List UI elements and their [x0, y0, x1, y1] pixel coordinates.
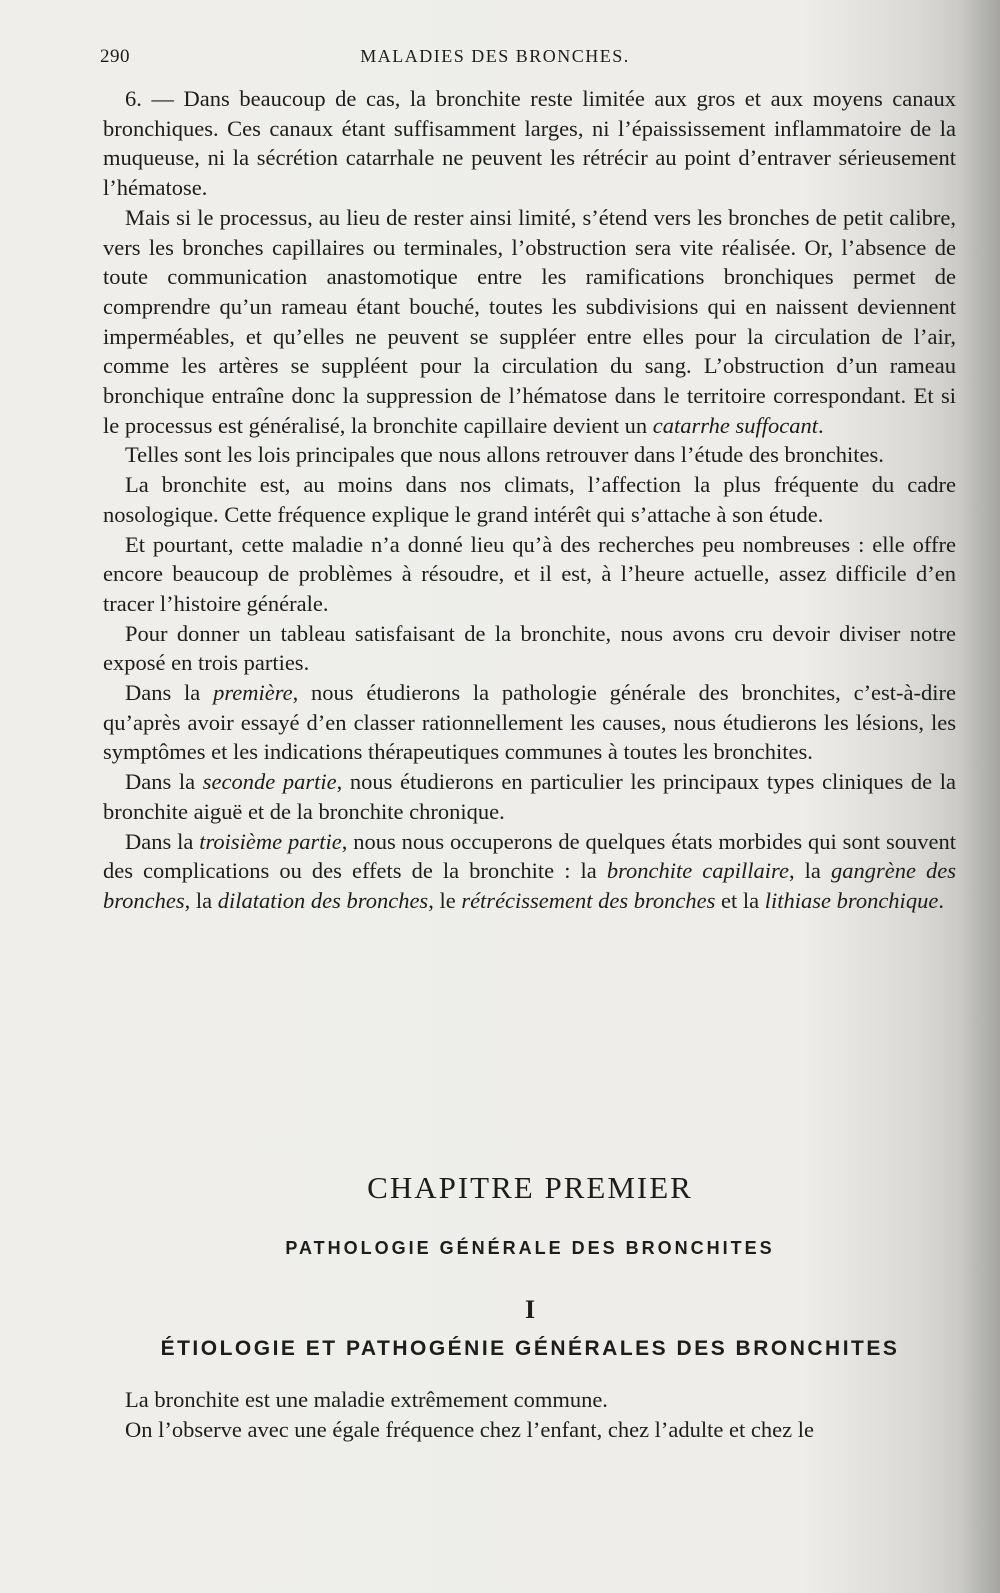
body-paragraph [103, 619, 956, 678]
italic-run: lithiase bronchique [764, 887, 939, 913]
text-run: Mais si le processus, au lieu de rester ainsi limité, s’étend vers les bronches de petit calibre, vers les bronches capillaires ou terminales, l’obstruction sera vite réalisée. Or, l’absence de toute communication anastomotique entre les ramifications bronchiques permet de comprendre qu’un rameau étant bouché, toutes les subdivisions qui en naissent deviennent imperméables, et qu’elles ne peuvent se suppléer entre elles pour la circulation de l’air, comme les artères se suppléent pour la circulation du sang. L’obstruction d’un rameau bronchique entraîne donc la suppression de l’hématose dans le territoire correspondant. Et si le processus est généralisé, la bronchite capillaire devient un [103, 204, 956, 438]
text-run: Dans la [125, 769, 203, 795]
italic-run: troisième partie [199, 828, 342, 854]
chapter-subtitle: PATHOLOGIE GÉNÉRALE DES BRONCHITES [285, 1238, 775, 1258]
body-text [103, 84, 956, 916]
text-run: , nous étudierons la pathologie générale des bronchites, c’est-à-dire qu’après avoir essayé d’en classer rationnellement les causes, nous étudierons les lésions, les symptômes et les indications thérapeutiques communes à toutes les bronchites. [103, 680, 957, 765]
text-run: La bronchite est, au moins dans nos climats, l’affection la plus fréquente du cadre nosologique. Cette fréquence explique le grand intérêt qui s’attache à son étude. [103, 472, 956, 527]
text-run: Telles sont les lois principales que nous allons retrouver dans l’étude des bronchites. [125, 442, 884, 468]
italic-run: première [213, 680, 293, 706]
text-run: Dans la [125, 680, 214, 706]
body-paragraph [103, 84, 956, 203]
text-run: 6. — Dans beaucoup de cas, la bronchite reste limitée aux gros et aux moyens canaux bronchiques. Ces canaux étant suffisamment larges, ni l’épaississement inflammatoire de la muqueuse, ni la sécrétion catarrhale ne peuvent les rétrécir au point d’entraver sérieusement l’hématose. [103, 86, 956, 201]
text-run: . [818, 412, 824, 438]
running-title: MALADIES DES BRONCHES. [360, 46, 630, 66]
section-title: ÉTIOLOGIE ET PATHOGÉNIE GÉNÉRALES DES BRONCHITES [160, 1337, 900, 1360]
body-paragraph [103, 530, 956, 619]
body-paragraph [103, 678, 956, 767]
chapter-title: CHAPITRE PREMIER [367, 1170, 693, 1205]
text-run: Et pourtant, cette maladie n’a donné lieu qu’à des recherches peu nombreuses : elle offre encore beaucoup de problèmes à résoudre, et il est, à l’heure actuelle, assez difficile d’en tracer l’histoire générale. [103, 531, 956, 616]
section-paragraph: La bronchite est une maladie extrêmement commune. [125, 1387, 608, 1412]
text-run: Pour donner un tableau satisfaisant de la bronchite, nous avons cru devoir diviser notre exposé en trois parties. [103, 620, 956, 676]
body-paragraph [103, 827, 956, 916]
text-run: , le [428, 887, 462, 913]
body-paragraph [103, 440, 956, 470]
text-run: , la [788, 858, 831, 884]
page-number: 290 [100, 46, 130, 67]
italic-run: rétrécissement des bronches [461, 887, 716, 913]
page-header [100, 46, 960, 76]
italic-run: dilatation des bronches [217, 887, 429, 913]
page-edge-shadow [960, 0, 1000, 1593]
section-number: I [524, 1295, 536, 1324]
section-text [103, 1385, 956, 1445]
italic-run: seconde partie [202, 769, 337, 795]
text-run: , la [184, 887, 218, 913]
text-run: , nous nous occuperons de quelques états morbides qui sont souvent des complications ou des effets de la bronchite : la [103, 828, 957, 884]
body-paragraph [103, 767, 956, 826]
body-paragraph [103, 470, 956, 529]
text-run: Dans la [125, 828, 200, 854]
italic-run: gangrène des bronches [103, 858, 957, 913]
italic-run: bronchite capillaire [606, 858, 789, 884]
section-paragraph: On l’observe avec une égale fréquence chez l’enfant, chez l’adulte et chez le [125, 1417, 814, 1442]
italic-run: catarrhe suffocant [652, 412, 818, 438]
text-run: et la [715, 887, 765, 913]
body-paragraph [103, 203, 956, 441]
text-run: . [938, 887, 944, 913]
text-run: , nous étudierons en particulier les principaux types cliniques de la bronchite aiguë et de la bronchite chronique. [103, 769, 956, 824]
